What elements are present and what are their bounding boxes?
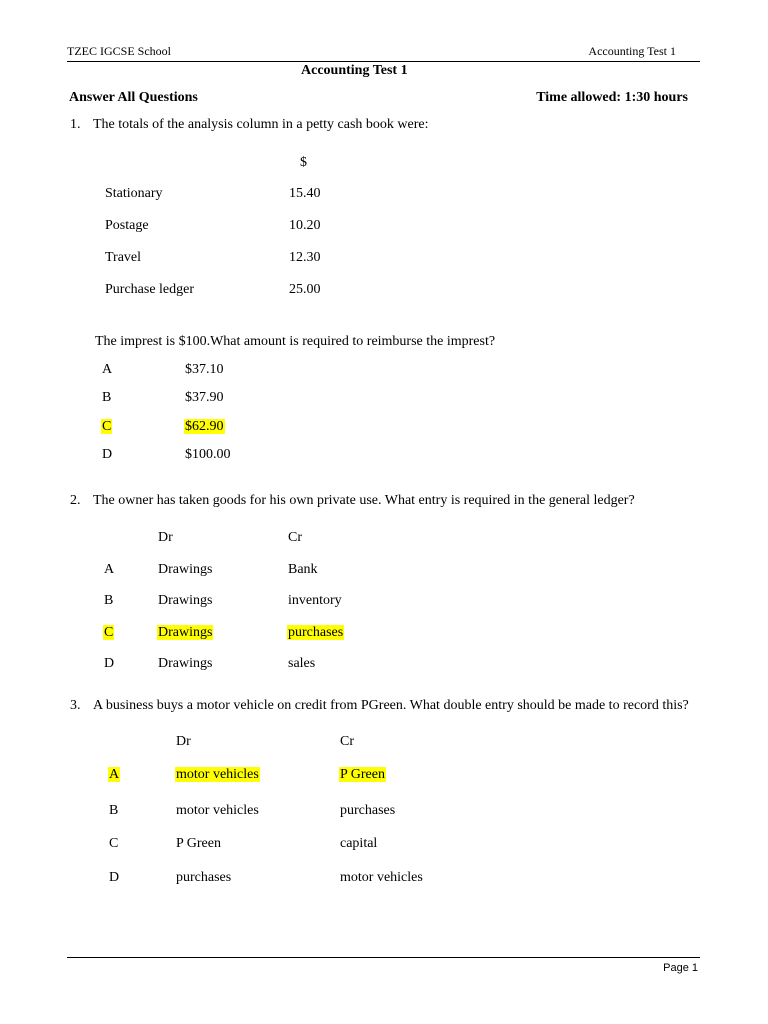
q3-option-cr: purchases bbox=[340, 803, 396, 818]
q2-dr-label: Dr bbox=[158, 530, 173, 545]
q2-answer-letter: C bbox=[104, 625, 114, 640]
q3-option-letter: D bbox=[109, 870, 120, 885]
page-title: Accounting Test 1 bbox=[301, 63, 408, 78]
q3-number: 3. bbox=[70, 698, 81, 713]
q1-option-value: $100.00 bbox=[185, 447, 231, 462]
q1-row-value: 10.20 bbox=[289, 218, 321, 233]
time-allowed: Time allowed: 1:30 hours bbox=[536, 90, 688, 105]
q3-option-dr: purchases bbox=[176, 870, 232, 885]
q3-cr-label: Cr bbox=[340, 734, 354, 749]
q1-option-value: $37.90 bbox=[185, 390, 224, 405]
q1-number: 1. bbox=[70, 117, 81, 132]
q1-option-letter: D bbox=[102, 447, 113, 462]
q3-dr-label: Dr bbox=[176, 734, 191, 749]
q2-answer-cr: purchases bbox=[288, 625, 344, 640]
q3-text: A business buys a motor vehicle on credit from PGreen. What double entry should be made to record this? bbox=[93, 698, 689, 713]
q3-answer-letter: A bbox=[109, 767, 120, 782]
q1-question: The imprest is $100.What amount is required to reimburse the imprest? bbox=[95, 334, 496, 349]
q1-row-label: Postage bbox=[105, 218, 149, 233]
q3-option-letter-highlighted bbox=[108, 767, 120, 783]
q1-option-letter: A bbox=[102, 362, 113, 377]
q1-row-value: 12.30 bbox=[289, 250, 321, 265]
q2-cr-label: Cr bbox=[288, 530, 302, 545]
q1-row-label: Stationary bbox=[105, 186, 163, 201]
q2-option-letter: B bbox=[104, 593, 114, 608]
q3-answer-dr: motor vehicles bbox=[176, 767, 259, 782]
q1-option-value-highlighted bbox=[184, 419, 225, 435]
q2-option-cr-highlighted bbox=[287, 625, 344, 641]
q1-currency: $ bbox=[300, 155, 307, 170]
header-test-name: Accounting Test 1 bbox=[588, 44, 676, 58]
q3-option-dr: P Green bbox=[176, 836, 221, 851]
q1-row-value: 15.40 bbox=[289, 186, 321, 201]
q2-option-dr-highlighted bbox=[157, 625, 213, 641]
q2-option-cr: sales bbox=[288, 656, 316, 671]
q3-option-letter: B bbox=[109, 803, 119, 818]
q2-answer-dr: Drawings bbox=[158, 625, 213, 640]
q2-text: The owner has taken goods for his own private use. What entry is required in the general ledger? bbox=[93, 493, 635, 508]
q3-option-cr-highlighted bbox=[339, 767, 386, 783]
q2-number: 2. bbox=[70, 493, 81, 508]
q3-option-letter: C bbox=[109, 836, 119, 851]
q1-row-label: Travel bbox=[105, 250, 142, 265]
q1-text: The totals of the analysis column in a petty cash book were: bbox=[93, 117, 429, 132]
page-number: Page 1 bbox=[663, 962, 698, 974]
header-rule bbox=[67, 61, 700, 62]
q1-answer-letter: C bbox=[102, 419, 112, 434]
q2-option-letter-highlighted bbox=[103, 625, 114, 641]
q3-option-cr: capital bbox=[340, 836, 378, 851]
q3-answer-cr: P Green bbox=[340, 767, 385, 782]
q2-option-letter: D bbox=[104, 656, 115, 671]
q3-option-cr: motor vehicles bbox=[340, 870, 423, 885]
q3-option-dr: motor vehicles bbox=[176, 803, 259, 818]
q1-option-letter-highlighted bbox=[101, 419, 112, 435]
header-school: TZEC IGCSE School bbox=[67, 44, 171, 58]
q2-option-letter: A bbox=[104, 562, 115, 577]
q2-option-dr: Drawings bbox=[158, 562, 213, 577]
q2-option-dr: Drawings bbox=[158, 656, 213, 671]
q3-option-dr-highlighted bbox=[175, 767, 260, 783]
q1-option-value: $37.10 bbox=[185, 362, 224, 377]
instructions: Answer All Questions bbox=[69, 90, 198, 105]
q2-option-cr: Bank bbox=[288, 562, 318, 577]
q1-row-label: Purchase ledger bbox=[105, 282, 195, 297]
q2-option-cr: inventory bbox=[288, 593, 342, 608]
q1-answer-value: $62.90 bbox=[185, 419, 224, 434]
q2-option-dr: Drawings bbox=[158, 593, 213, 608]
q1-option-letter: B bbox=[102, 390, 112, 405]
q1-row-value: 25.00 bbox=[289, 282, 321, 297]
footer-rule bbox=[67, 957, 700, 958]
